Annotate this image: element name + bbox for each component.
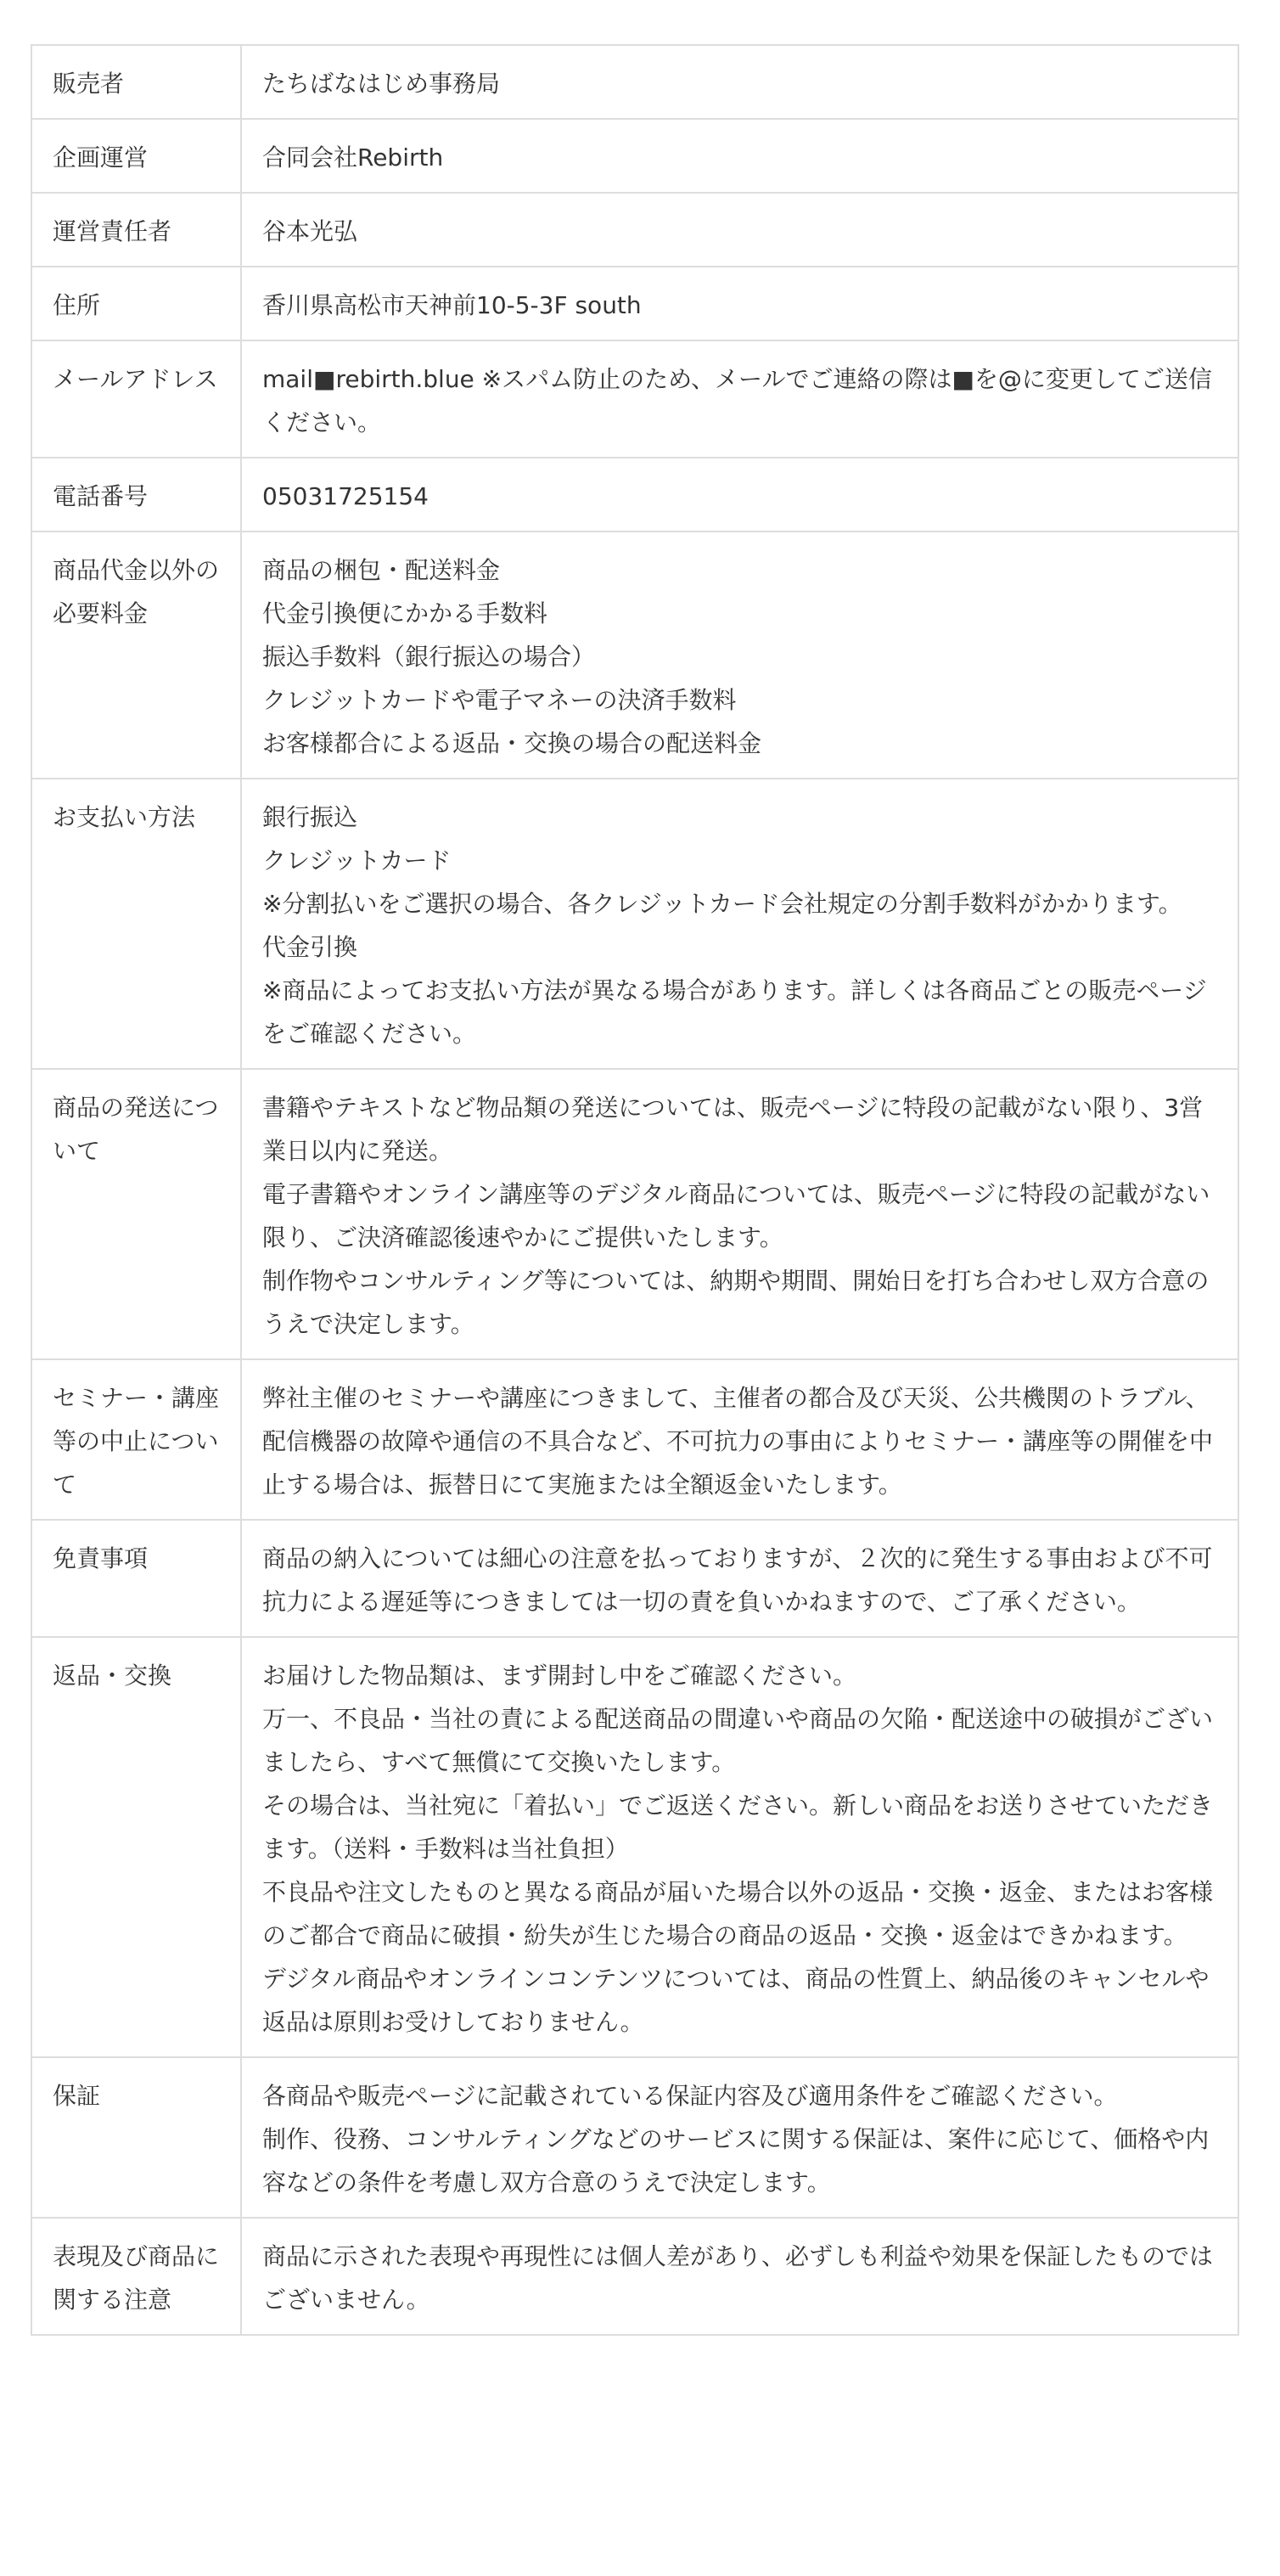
table-row <box>31 193 1238 267</box>
row-label: 返品・交換 <box>31 1637 241 2057</box>
row-label: 住所 <box>31 267 241 340</box>
row-value <box>241 1359 1238 1520</box>
row-value <box>241 1637 1238 2057</box>
table-row <box>31 458 1238 532</box>
row-value <box>241 267 1238 340</box>
value-line: 商品に示された表現や再現性には個人差があり、必ずしも利益や効果を保証したものではございません。 <box>262 2242 1214 2314</box>
table-row <box>31 119 1238 193</box>
row-value <box>241 340 1238 458</box>
value-line: 谷本光弘 <box>262 217 358 245</box>
row-value <box>241 1520 1238 1637</box>
value-line: 制作、役務、コンサルティングなどのサービスに関する保証は、案件に応じて、価格や内容などの条件を考慮し双方合意のうえで決定します。 <box>262 2125 1210 2196</box>
row-label: 運営責任者 <box>31 193 241 267</box>
value-line: デジタル商品やオンラインコンテンツについては、商品の性質上、納品後のキャンセルや返品は原則お受けしておりません。 <box>262 1965 1210 2036</box>
value-line: 不良品や注文したものと異なる商品が届いた場合以外の返品・交換・返金、またはお客様のご都合で商品に破損・紛失が生じた場合の商品の返品・交換・返金はできかねます。 <box>262 1878 1214 1949</box>
row-label: セミナー・講座等の中止について <box>31 1359 241 1520</box>
row-value <box>241 2218 1238 2335</box>
value-line: 各商品や販売ページに記載されている保証内容及び適用条件をご確認ください。 <box>262 2082 1118 2110</box>
value-line: 万一、不良品・当社の責による配送商品の間違いや商品の欠陥・配送途中の破損がございましたら、すべて無償にて交換いたします。 <box>262 1705 1214 1776</box>
row-value <box>241 779 1238 1069</box>
row-label: 商品代金以外の必要料金 <box>31 532 241 779</box>
row-value <box>241 458 1238 532</box>
table-row <box>31 45 1238 119</box>
value-line: 制作物やコンサルティング等については、納期や期間、開始日を打ち合わせし双方合意のうえで決定します。 <box>262 1267 1210 1338</box>
table-row <box>31 2057 1238 2218</box>
row-label: 表現及び商品に関する注意 <box>31 2218 241 2335</box>
value-line: 香川県高松市天神前10-5-3F south <box>262 291 642 319</box>
table-row <box>31 532 1238 779</box>
value-line: 代金引換 <box>262 933 358 961</box>
value-line: 振込手数料（銀行振込の場合） <box>262 643 596 671</box>
value-line: 代金引換便にかかる手数料 <box>262 599 548 627</box>
row-label: 販売者 <box>31 45 241 119</box>
value-line: 弊社主催のセミナーや講座につきまして、主催者の都合及び天災、公共機関のトラブル、配信機器の故障や通信の不具合など、不可抗力の事由によりセミナー・講座等の開催を中止する場合は、振替日にて実施または全額返金いたします。 <box>262 1384 1214 1499</box>
value-line: 電子書籍やオンライン講座等のデジタル商品については、販売ページに特段の記載がない限り、ご決済確認後速やかにご提供いたします。 <box>262 1180 1210 1251</box>
row-label: メールアドレス <box>31 340 241 458</box>
row-label: 企画運営 <box>31 119 241 193</box>
value-line: ※分割払いをご選択の場合、各クレジットカード会社規定の分割手数料がかかります。 <box>262 890 1182 918</box>
value-line: 合同会社Rebirth <box>262 143 444 172</box>
value-line: その場合は、当社宛に「着払い」でご返送ください。新しい商品をお送りさせていただきます。（送料・手数料は当社負担） <box>262 1791 1214 1863</box>
legal-notice-table-body <box>31 45 1238 2335</box>
row-value <box>241 532 1238 779</box>
row-label: 保証 <box>31 2057 241 2218</box>
table-row <box>31 2218 1238 2335</box>
table-row <box>31 1359 1238 1520</box>
value-line: 銀行振込 <box>262 803 358 831</box>
row-label: 電話番号 <box>31 458 241 532</box>
row-value <box>241 45 1238 119</box>
row-value <box>241 119 1238 193</box>
table-row <box>31 1637 1238 2057</box>
table-row <box>31 1069 1238 1359</box>
table-row <box>31 1520 1238 1637</box>
table-row <box>31 340 1238 458</box>
row-label: お支払い方法 <box>31 779 241 1069</box>
value-line: 商品の梱包・配送料金 <box>262 556 501 584</box>
value-line: 商品の納入については細心の注意を払っておりますが、２次的に発生する事由および不可抗力による遅延等につきましては一切の責を負いかねますので、ご了承ください。 <box>262 1544 1213 1616</box>
value-line: お客様都合による返品・交換の場合の配送料金 <box>262 729 762 757</box>
value-line: たちばなはじめ事務局 <box>262 70 501 98</box>
value-line: mail■rebirth.blue ※スパム防止のため、メールでご連絡の際は■を@に変更してご送信ください。 <box>262 365 1212 436</box>
legal-notice-table <box>31 44 1239 2336</box>
value-line: 05031725154 <box>262 482 429 510</box>
row-label: 商品の発送について <box>31 1069 241 1359</box>
row-value <box>241 193 1238 267</box>
value-line: お届けした物品類は、まず開封し中をご確認ください。 <box>262 1662 857 1690</box>
row-label: 免責事項 <box>31 1520 241 1637</box>
value-line: ※商品によってお支払い方法が異なる場合があります。詳しくは各商品ごとの販売ページをご確認ください。 <box>262 976 1207 1048</box>
value-line: クレジットカード <box>262 846 452 875</box>
value-line: 書籍やテキストなど物品類の発送については、販売ページに特段の記載がない限り、3営業日以内に発送。 <box>262 1094 1204 1165</box>
table-row <box>31 779 1238 1069</box>
value-line: クレジットカードや電子マネーの決済手数料 <box>262 686 737 714</box>
row-value <box>241 1069 1238 1359</box>
row-value <box>241 2057 1238 2218</box>
table-row <box>31 267 1238 340</box>
